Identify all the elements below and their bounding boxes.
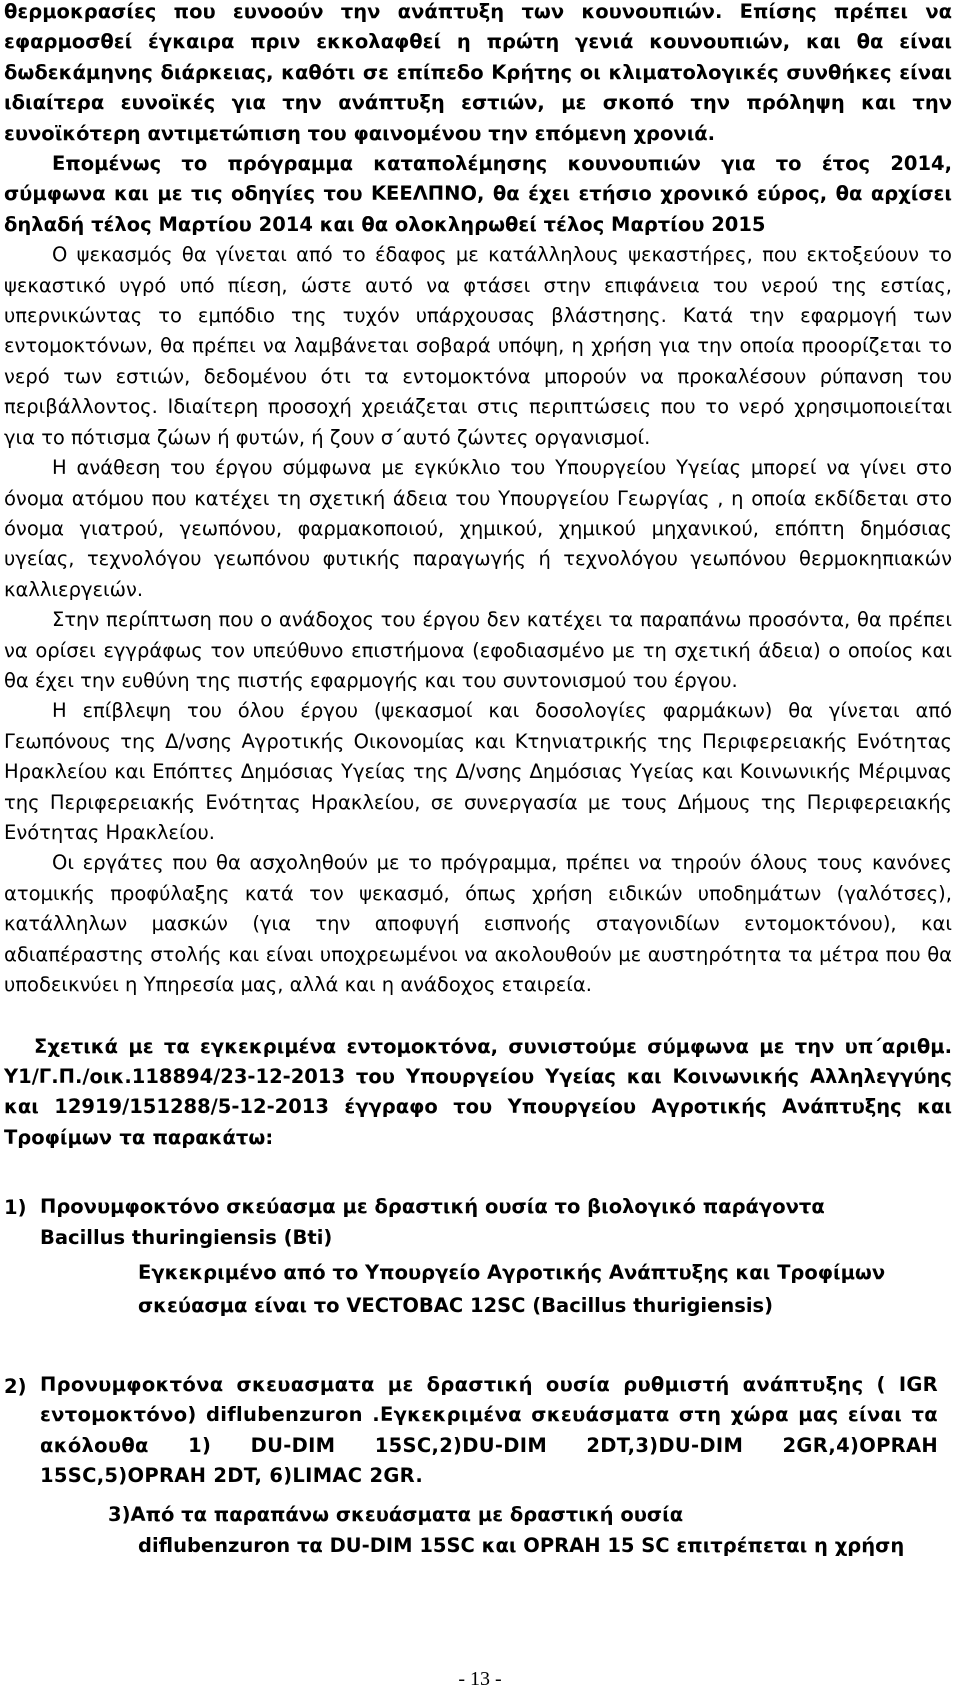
paragraph-7: Οι εργάτες που θα ασχοληθούν με το πρόγραμμα, πρέπει να τηρούν όλους τους κανόνες ατομικής προφύλαξης κατά τον ψεκασμό, όπως χρήση ειδικών υποδημάτων (γαλότσες), κατάλληλων μασκών (για την αποφυγή εισπνοής σταγονιδίων εντομοκτόνου), και αδιαπέραστης στολής και είναι υποχρεωμένοι να ακολουθούν με αυστηρότητα τα μέτρα που θα υποδεικνύει η Υπηρεσία μας, αλλά και η ανάδοχος εταιρεία. (4, 851, 952, 996)
approved-insecticides-heading (4, 1032, 952, 1153)
page-number: - 13 - (458, 1668, 502, 1690)
list-item-2-sub-line-1: 3)Από τα παραπάνω σκευάσματα με δραστική ουσία (108, 1503, 684, 1526)
list-item-1-sub-line-1: Εγκεκριμένο από το Υπουργείο Αγροτικής Ανάπτυξης και Τροφίμων (138, 1261, 886, 1284)
list-item-1-sub-line-2: σκεύασμα είναι το VECTOBAC 12SC (Bacillus thurigiensis) (138, 1294, 774, 1317)
paragraph-3: Ο ψεκασμός θα γίνεται από το έδαφος με κατάλληλους ψεκαστήρες, που εκτοξεύουν το ψεκαστικό υγρό υπό πίεση, ώστε αυτό να φτάσει στην επιφάνεια του νερού της εστίας, υπερνικώντας το εμπόδιο της τυχόν υπάρχουσας βλάστησης. Κατά την εφαρμογή των εντομοκτόνων, θα πρέπει να λαμβάνεται σοβαρά υπόψη, η χρήση για την οποία προορίζεται το νερό των εστιών, δεδομένου ότι τα εντομοκτόνα μπορούν να προκαλέσουν ρύπανση του περιβάλλοντος. Ιδιαίτερη προσοχή χρειάζεται στις περιπτώσεις που το νερό χρησιμοποιείται για το πότισμα ζώων ή φυτών, ή ζουν σ΄αυτό ζώντες οργανισμοί. (4, 243, 952, 449)
list-number-1: 1) (4, 1196, 27, 1219)
paragraph-2: Επομένως το πρόγραμμα καταπολέμησης κουνουπιών για το έτος 2014, σύμφωνα και με τις οδηγίες του ΚΕΕΛΠΝΟ, θα έχει ετήσιο χρονικό εύρος, θα αρχίσει δηλαδή τέλος Μαρτίου 2014 και θα ολοκληρωθεί τέλος Μαρτίου 2015 (4, 152, 952, 236)
paragraph-5: Στην περίπτωση που ο ανάδοχος του έργου δεν κατέχει τα παραπάνω προσόντα, θα πρέπει να ορίσει εγγράφως τον υπεύθυνο επιστήμονα (εφοδιασμένο με τη σχετική άδεια) ο οποίος και θα έχει την ευθύνη της πιστής εφαρμογής και του συντονισμού του έργου. (4, 608, 952, 692)
list-number-2: 2) (4, 1375, 27, 1398)
list-item-1-line-2: Bacillus thuringiensis (Bti) (40, 1226, 333, 1249)
heading-text: Σχετικά με τα εγκεκριμένα εντομοκτόνα, συνιστούμε σύμφωνα με την υπ΄αριθμ. Υ1/Γ.Π./οικ.118894/23-12-2013 του Υπουργείου Υγείας και Κοινωνικής Αλληλεγγύης και 12919/151288/5-12-2013 έγγραφο του Υπουργείου Αγροτικής Ανάπτυξης και Τροφίμων τα παρακάτω: (4, 1035, 952, 1149)
list-item-2-sub-line-2: diflubenzuron τα DU-DIM 15SC και OPRAH 15 SC επιτρέπεται η χρήση (138, 1534, 905, 1557)
list-item-2-text: Προνυμφοκτόνα σκευασματα με δραστική ουσία ρυθμιστή ανάπτυξης ( IGR εντομοκτόνο) diflubenzuron .Εγκεκριμένα σκευάσματα στη χώρα μας είναι τα ακόλουθα 1) DU-DIM 15SC,2)DU-DIM 2DT,3)DU-DIM 2GR,4)OPRAH 15SC,5)OPRAH 2DT, 6)LIMAC 2GR. (40, 1373, 938, 1488)
list-item-1-line-1: Προνυμφοκτόνο σκεύασμα με δραστική ουσία το βιολογικό παράγοντα (40, 1195, 825, 1218)
paragraph-6: Η επίβλεψη του όλου έργου (ψεκασμοί και δοσολογίες φαρμάκων) θα γίνεται από Γεωπόνους της Δ/νσης Αγροτικής Οικονομίας και Κτηνιατρικής της Περιφερειακής Ενότητας Ηρακλείου και Επόπτες Δημόσιας Υγείας της Δ/νσης Δημόσιας Υγείας και Κοινωνικής Μέριμνας της Περιφερειακής Ενότητας Ηρακλείου, σε συνεργασία με τους Δήμους της Περιφερειακής Ενότητας Ηρακλείου. (4, 699, 952, 844)
paragraph-4: Η ανάθεση του έργου σύμφωνα με εγκύκλιο του Υπουργείου Υγείας μπορεί να γίνει στο όνομα ατόμου που κατέχει τη σχετική άδεια του Υπουργείου Γεωργίας , η οποία εκδίδεται στο όνομα γιατρού, γεωπόνου, φαρμακοποιού, χημικού, χημικού μηχανικού, επόπτη δημόσιας υγείας, τεχνολόγου γεωπόνου φυτικής παραγωγής ή τεχνολόγου γεωπόνου θερμοκηπιακών καλλιεργειών. (4, 456, 952, 601)
paragraph-1: θερμοκρασίες που ευνοούν την ανάπτυξη των κουνουπιών. Επίσης πρέπει να εφαρμοσθεί έγκαιρα πριν εκκολαφθεί η πρώτη γενιά κουνουπιών, και θα είναι δωδεκάμηνης διάρκειας, καθότι σε επίπεδο Κρήτης οι κλιματολογικές συνθήκες είναι ιδιαίτερα ευνοϊκές για την ανάπτυξη εστιών, με σκοπό την πρόληψη και την ευνοϊκότερη αντιμετώπιση του φαινομένου την επόμενη χρονιά. (4, 0, 952, 145)
body-text (4, 0, 952, 1000)
